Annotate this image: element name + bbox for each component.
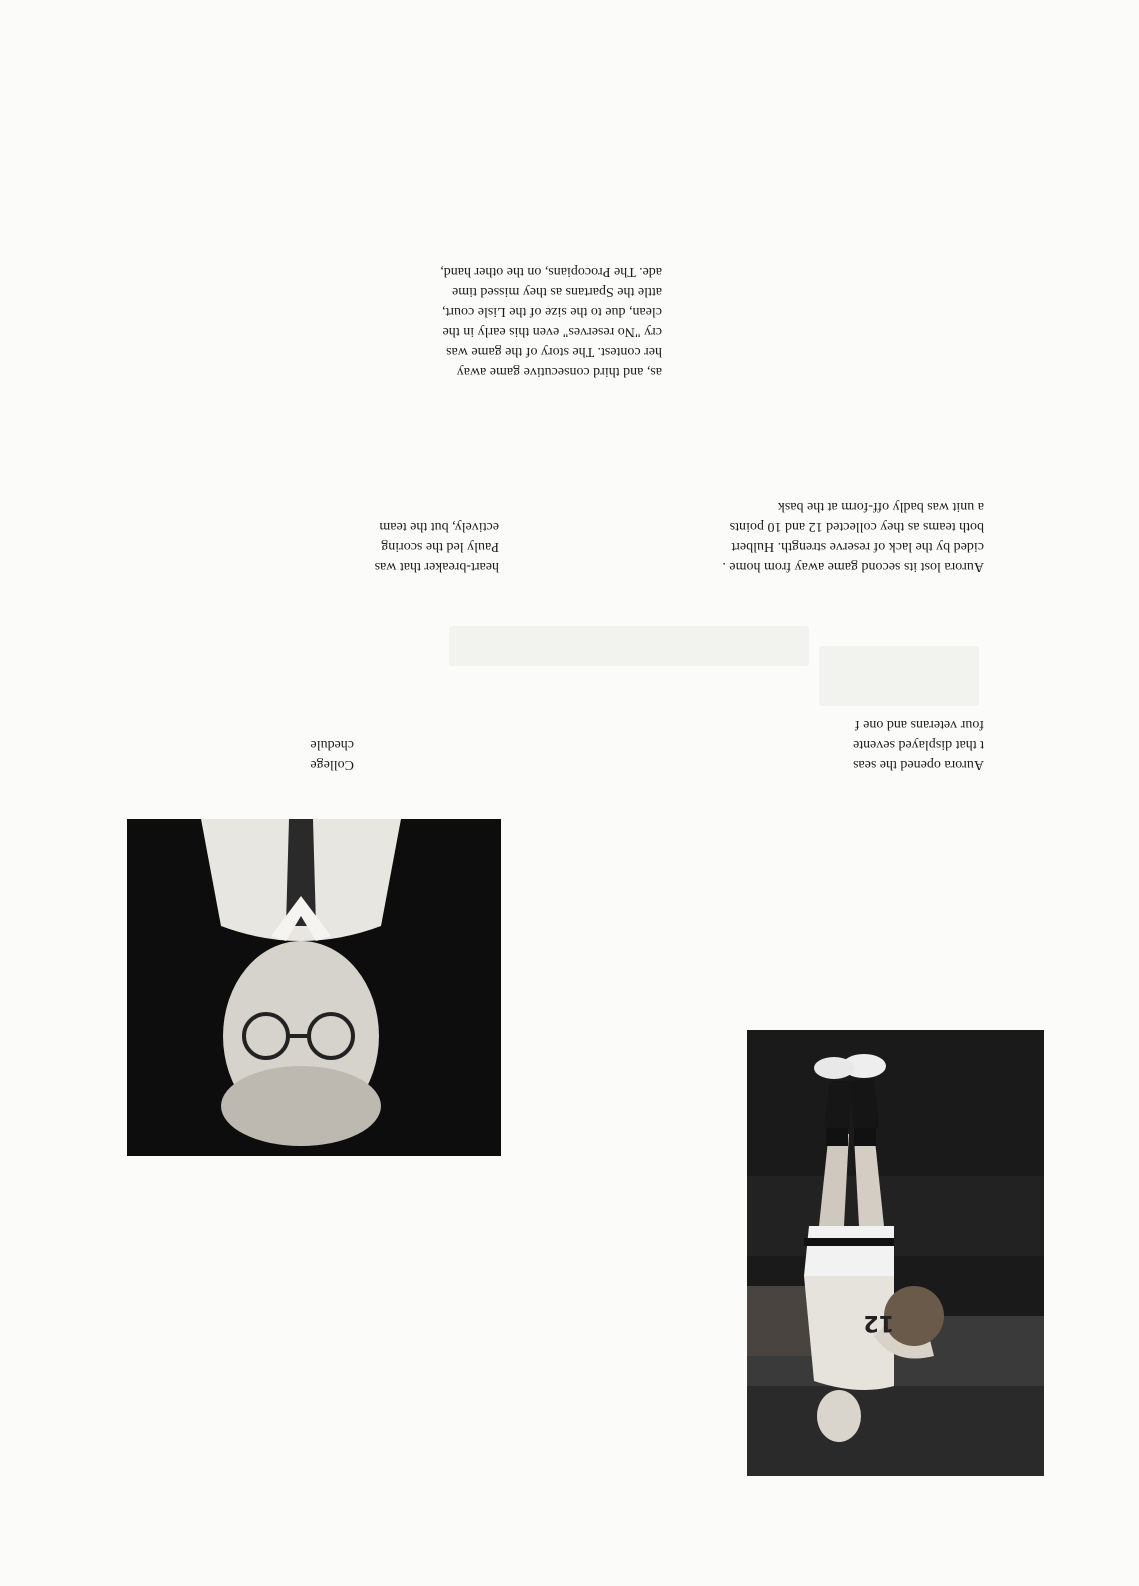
- paragraph-2-right: [375, 516, 499, 576]
- player-photo: [747, 1030, 1044, 1476]
- paragraph-1-left: [853, 714, 984, 774]
- text-line: College: [310, 757, 354, 772]
- text-line: heart-breaker that was: [374, 559, 499, 574]
- text-line: clean, due to the size of the Lisle court,: [441, 304, 662, 319]
- text-line: cided by the lack of reserve strength. Hulbert: [731, 539, 984, 554]
- text-line: her contest. The story of the game was: [446, 344, 662, 359]
- text-line: attle the Spartans as they missed time: [452, 284, 662, 299]
- coach-portrait-image: [127, 819, 501, 1156]
- text-line: chedule: [310, 737, 354, 752]
- jersey-number: 12: [863, 1310, 894, 1335]
- bleed-through-mark: [449, 626, 809, 666]
- text-line: cry "No reserves" even this early in the: [442, 324, 662, 339]
- text-line: four veterans and one f: [854, 717, 984, 732]
- text-line: ade. The Procopians, on the other hand,: [440, 264, 662, 279]
- text-line: Pauly led the scoring: [381, 539, 499, 554]
- coach-portrait-photo: [127, 819, 501, 1156]
- paragraph-1-right: [310, 734, 354, 774]
- bleed-through-mark: [819, 646, 979, 706]
- text-line: t that displayed sevente: [852, 737, 984, 752]
- paragraph-2-left: [722, 496, 984, 576]
- text-line: Aurora lost its second game away from home .: [722, 559, 984, 574]
- text-line: ectively, but the team: [379, 519, 499, 534]
- paragraph-3: [440, 261, 662, 381]
- text-line: Aurora opened the seas: [852, 757, 984, 772]
- player-photo-image: [747, 1030, 1044, 1476]
- text-line: a unit was badly off-form at the bask: [777, 499, 984, 514]
- text-line: as, and third consecutive game away: [456, 364, 662, 379]
- text-line: both teams as they collected 12 and 10 points: [729, 519, 984, 534]
